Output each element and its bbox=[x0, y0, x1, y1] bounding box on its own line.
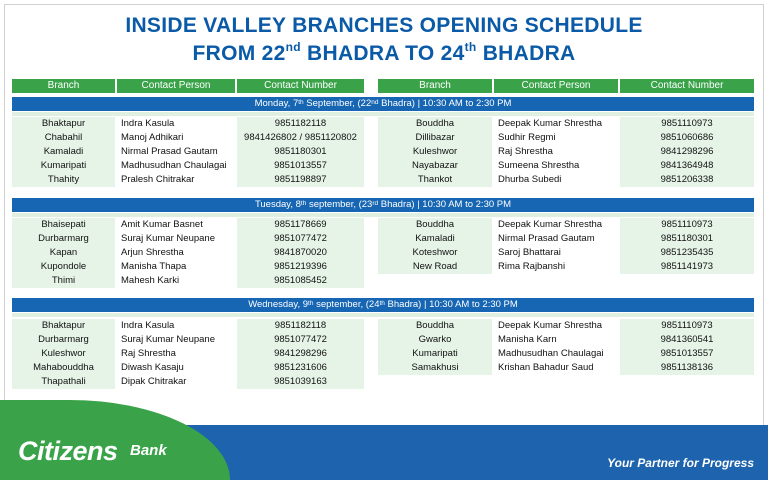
page-title: INSIDE VALLEY BRANCHES OPENING SCHEDULE bbox=[125, 14, 643, 37]
table-row bbox=[378, 246, 754, 260]
branch-cell: Mahabouddha bbox=[12, 361, 115, 375]
branch-cell: Durbarmarg bbox=[12, 232, 115, 246]
contact-number-cell: 9851110973 bbox=[620, 319, 754, 333]
contact-number-cell: 9851039163 bbox=[237, 375, 364, 389]
contact-number-cell: 9841360541 bbox=[620, 333, 754, 347]
contact-number-cell: 9851110973 bbox=[620, 117, 754, 131]
schedule-left-tuesday bbox=[12, 218, 364, 288]
schedule-left-monday bbox=[12, 117, 364, 187]
branch-cell: Kupondole bbox=[12, 260, 115, 274]
contact-person-cell: Suraj Kumar Neupane bbox=[117, 333, 235, 347]
table-row bbox=[12, 218, 364, 232]
table-row bbox=[378, 361, 754, 375]
schedule-right-wednesday bbox=[378, 319, 754, 375]
contact-person-cell: Manoj Adhikari bbox=[117, 131, 235, 145]
contact-number-cell: 9851141973 bbox=[620, 260, 754, 274]
branch-cell: Kuleshwor bbox=[12, 347, 115, 361]
table-row bbox=[378, 232, 754, 246]
contact-person-cell: Amit Kumar Basnet bbox=[117, 218, 235, 232]
contact-number-cell: 9851060686 bbox=[620, 131, 754, 145]
contact-person-cell: Arjun Shrestha bbox=[117, 246, 235, 260]
contact-person-cell: Manisha Thapa bbox=[117, 260, 235, 274]
divider bbox=[12, 112, 754, 116]
table-row bbox=[12, 246, 364, 260]
table-row bbox=[12, 361, 364, 375]
table-row bbox=[12, 117, 364, 131]
table-row bbox=[12, 260, 364, 274]
branch-cell: Thahity bbox=[12, 173, 115, 187]
table-header-right bbox=[378, 79, 754, 93]
logo-bank-text: Bank bbox=[130, 442, 167, 459]
divider bbox=[12, 213, 754, 217]
branch-cell: Kamaladi bbox=[12, 145, 115, 159]
table-row bbox=[378, 173, 754, 187]
contact-number-cell: 9851077472 bbox=[237, 232, 364, 246]
branch-cell: Kamaladi bbox=[378, 232, 492, 246]
contact-person-cell: Diwash Kasaju bbox=[117, 361, 235, 375]
branch-cell: Bouddha bbox=[378, 319, 492, 333]
table-row bbox=[378, 347, 754, 361]
contact-person-cell: Rima Rajbanshi bbox=[494, 260, 618, 274]
contact-number-cell: 9851013557 bbox=[237, 159, 364, 173]
branch-cell: Dillibazar bbox=[378, 131, 492, 145]
day-band-tuesday: Tuesday, 8th september, (23rd Bhadra) | 10:30 AM to 2:30 PM bbox=[12, 198, 754, 212]
contact-number-cell: 9851182118 bbox=[237, 319, 364, 333]
table-row bbox=[12, 333, 364, 347]
contact-person-cell: Raj Shrestha bbox=[117, 347, 235, 361]
table-row bbox=[12, 159, 364, 173]
contact-person-cell: Dipak Chitrakar bbox=[117, 375, 235, 389]
contact-number-cell: 9851235435 bbox=[620, 246, 754, 260]
contact-number-cell: 9841298296 bbox=[237, 347, 364, 361]
table-header-left bbox=[12, 79, 366, 93]
branch-cell: Samakhusi bbox=[378, 361, 492, 375]
branch-cell: Chabahil bbox=[12, 131, 115, 145]
branch-cell: Thimi bbox=[12, 274, 115, 288]
schedule-right-tuesday bbox=[378, 218, 754, 274]
branch-cell: Gwarko bbox=[378, 333, 492, 347]
contact-number-cell: 9851085452 bbox=[237, 274, 364, 288]
table-row bbox=[12, 145, 364, 159]
contact-person-cell: Krishan Bahadur Saud bbox=[494, 361, 618, 375]
contact-number-cell: 9841298296 bbox=[620, 145, 754, 159]
branch-cell: Bhaisepati bbox=[12, 218, 115, 232]
table-row bbox=[12, 232, 364, 246]
contact-number-cell: 9851198897 bbox=[237, 173, 364, 187]
contact-number-cell: 9841870020 bbox=[237, 246, 364, 260]
table-row bbox=[12, 375, 364, 389]
contact-person-cell: Manisha Karn bbox=[494, 333, 618, 347]
header-contact-person: Contact Person bbox=[117, 79, 235, 93]
contact-number-cell: 9841426802 / 9851120802 bbox=[237, 131, 364, 145]
contact-number-cell: 9851219396 bbox=[237, 260, 364, 274]
contact-person-cell: Suraj Kumar Neupane bbox=[117, 232, 235, 246]
contact-person-cell: Madhusudhan Chaulagai bbox=[117, 159, 235, 173]
table-row bbox=[12, 274, 364, 288]
table-row bbox=[378, 145, 754, 159]
branch-cell: Kumaripati bbox=[12, 159, 115, 173]
page-subtitle: FROM 22nd BHADRA TO 24th BHADRA bbox=[192, 40, 576, 65]
branch-cell: Kuleshwor bbox=[378, 145, 492, 159]
contact-person-cell: Nirmal Prasad Gautam bbox=[494, 232, 618, 246]
divider bbox=[12, 313, 754, 317]
table-row bbox=[12, 319, 364, 333]
contact-number-cell: 9851180301 bbox=[620, 232, 754, 246]
contact-person-cell: Saroj Bhattarai bbox=[494, 246, 618, 260]
contact-number-cell: 9851180301 bbox=[237, 145, 364, 159]
table-row bbox=[378, 333, 754, 347]
contact-number-cell: 9851110973 bbox=[620, 218, 754, 232]
citizens-bank-logo: Citizens bbox=[18, 436, 118, 466]
header-branch: Branch bbox=[378, 79, 492, 93]
table-row bbox=[378, 159, 754, 173]
contact-person-cell: Mahesh Karki bbox=[117, 274, 235, 288]
contact-number-cell: 9851182118 bbox=[237, 117, 364, 131]
header-contact-number: Contact Number bbox=[237, 79, 364, 93]
table-row bbox=[378, 131, 754, 145]
table-row bbox=[12, 173, 364, 187]
branch-cell: Bouddha bbox=[378, 117, 492, 131]
day-band-wednesday: Wednesday, 9th september, (24th Bhadra) | 10:30 AM to 2:30 PM bbox=[12, 298, 754, 312]
table-row bbox=[378, 319, 754, 333]
tagline: Your Partner for Progress bbox=[607, 456, 754, 470]
branch-cell: Nayabazar bbox=[378, 159, 492, 173]
contact-person-cell: Raj Shrestha bbox=[494, 145, 618, 159]
contact-person-cell: Deepak Kumar Shrestha bbox=[494, 319, 618, 333]
branch-cell: Kapan bbox=[12, 246, 115, 260]
contact-number-cell: 9851231606 bbox=[237, 361, 364, 375]
table-row bbox=[378, 218, 754, 232]
branch-cell: Kumaripati bbox=[378, 347, 492, 361]
contact-person-cell: Deepak Kumar Shrestha bbox=[494, 117, 618, 131]
contact-person-cell: Deepak Kumar Shrestha bbox=[494, 218, 618, 232]
contact-person-cell: Nirmal Prasad Gautam bbox=[117, 145, 235, 159]
contact-person-cell: Sumeena Shrestha bbox=[494, 159, 618, 173]
contact-person-cell: Sudhir Regmi bbox=[494, 131, 618, 145]
contact-person-cell: Dhurba Subedi bbox=[494, 173, 618, 187]
header-contact-person: Contact Person bbox=[494, 79, 618, 93]
contact-number-cell: 9851138136 bbox=[620, 361, 754, 375]
branch-cell: Bouddha bbox=[378, 218, 492, 232]
day-band-monday: Monday, 7th September, (22nd Bhadra) | 10:30 AM to 2:30 PM bbox=[12, 97, 754, 111]
branch-cell: Bhaktapur bbox=[12, 117, 115, 131]
header-contact-number: Contact Number bbox=[620, 79, 754, 93]
contact-number-cell: 9851013557 bbox=[620, 347, 754, 361]
contact-person-cell: Indra Kasula bbox=[117, 319, 235, 333]
table-row bbox=[378, 260, 754, 274]
branch-cell: Thankot bbox=[378, 173, 492, 187]
contact-number-cell: 9851178669 bbox=[237, 218, 364, 232]
table-row bbox=[12, 347, 364, 361]
branch-cell: Bhaktapur bbox=[12, 319, 115, 333]
header-branch: Branch bbox=[12, 79, 115, 93]
schedule-left-wednesday bbox=[12, 319, 364, 389]
branch-cell: Thapathali bbox=[12, 375, 115, 389]
schedule-right-monday bbox=[378, 117, 754, 187]
contact-number-cell: 9841364948 bbox=[620, 159, 754, 173]
table-row bbox=[378, 117, 754, 131]
table-row bbox=[12, 131, 364, 145]
contact-number-cell: 9851077472 bbox=[237, 333, 364, 347]
contact-person-cell: Indra Kasula bbox=[117, 117, 235, 131]
branch-cell: New Road bbox=[378, 260, 492, 274]
contact-number-cell: 9851206338 bbox=[620, 173, 754, 187]
branch-cell: Koteshwor bbox=[378, 246, 492, 260]
contact-person-cell: Pralesh Chitrakar bbox=[117, 173, 235, 187]
branch-cell: Durbarmarg bbox=[12, 333, 115, 347]
contact-person-cell: Madhusudhan Chaulagai bbox=[494, 347, 618, 361]
